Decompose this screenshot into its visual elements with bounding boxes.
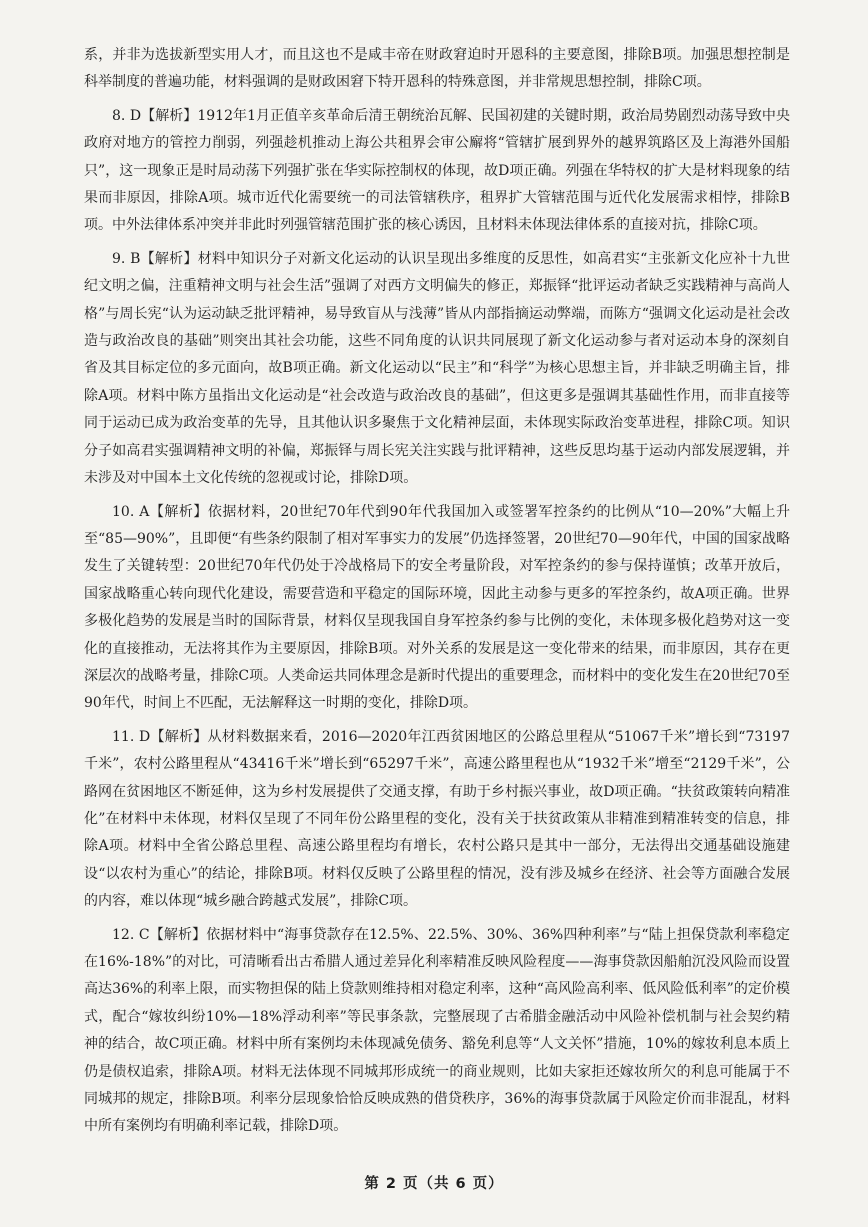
answer-9: 9. B【解析】材料中知识分子对新文化运动的认识呈现出多维度的反思性，如高君实“主张新文化应补十九世纪文明之偏，注重精神文明与社会生活”强调了对西方文明偏失的修正，郑振铎“批评运动者缺乏实践精神与高尚人格”与周长宪“认为运动缺乏批评精神，易导致盲从与浅薄”皆从内部指摘运动弊端，而陈方“强调文化运动是社会改造与政治改良的基础”则突出其社会功能，这些不同角度的认识共同展现了新文化运动参与者对运动本身的深刻自省及其目标定位的多元面向，故B项正确。新文化运动以“民主”和“科学”为核心思想主旨，并非缺乏明确主旨，排除A项。材料中陈方虽指出文化运动是“社会改造与政治改良的基础”，但这更多是强调其基础性作用，而非直接等同于运动已成为政治变革的先导，且其他认识多聚焦于文化精神层面，未体现实际政治变革进程，排除C项。知识分子如高君实强调精神文明的补偏，郑振铎与周长宪关注实践与批评精神，这些反思均基于运动内部发展逻辑，并未涉及对中国本土文化传统的忽视或讨论，排除D项。 bbox=[84, 250, 790, 487]
answer-11: 11. D【解析】从材料数据来看，2016—2020年江西贫困地区的公路总里程从“51067千米”增长到“73197千米”，农村公路里程从“43416千米”增长到“65297千米”，高速公路里程也从“1932千米”增至“2129千米”，公路网在贫困地区不断延伸，这为乡村发展提供了交通支撑，有助于乡村振兴事业，故D项正确。“扶贫政策转向精准化”在材料中未体现，材料仅呈现了不同年份公路里程的变化，没有关于扶贫政策从非精准到精准转变的信息，排除A项。材料中全省公路总里程、高速公路里程均有增长，农村公路只是其中一部分，无法得出交通基础设施建设“以农村为重心”的结论，排除B项。材料仅反映了公路里程的情况，没有涉及城乡在经济、社会等方面融合发展的内容，难以体现“城乡融合跨越式发展”，排除C项。 bbox=[84, 728, 790, 910]
answer-12: 12. C【解析】依据材料中“海事贷款存在12.5%、22.5%、30%、36%四种利率”与“陆上担保贷款利率稳定在16%-18%”的对比，可清晰看出古希腊人通过差异化利率精准反映风险程度——海事贷款因船舶沉没风险而设置高达36%的利率上限，而实物担保的陆上贷款则维持相对稳定利率，这种“高风险高利率、低风险低利率”的定价模式，配合“嫁妆纠纷10%—18%浮动利率”等民事条款，完整展现了古希腊金融活动中风险补偿机制与社会契约精神的结合，故C项正确。材料中所有案例均未体现减免债务、豁免利息等“人文关怀”措施，10%的嫁妆利息本质上仍是债权追索，排除A项。材料无法体现不同城邦形成统一的商业规则，比如夫家拒还嫁妆所欠的利息可能属于不同城邦的规定，排除B项。利率分层现象恰恰反映成熟的借贷秩序，36%的海事贷款属于风险定价而非混乱，材料中所有案例均有明确利率记载，排除D项。 bbox=[84, 926, 790, 1135]
answer-10: 10. A【解析】依据材料，20世纪70年代到90年代我国加入或签署军控条约的比例从“10—20%”大幅上升至“85—90%”，且即便“有些条约限制了相对军事实力的发展”仍选择签署，20世纪70—90年代，中国的国家战略发生了关键转型：20世纪70年代仍处于冷战格局下的安全考量阶段，对军控条约的参与保持谨慎；改革开放后，国家战略重心转向现代化建设，需要营造和平稳定的国际环境，因此主动参与更多的军控条约，故A项正确。世界多极化趋势的发展是当时的国际背景，材料仅呈现我国自身军控条约参与比例的变化，未体现多极化趋势对这一变化的直接推动，无法将其作为主要原因，排除B项。对外关系的发展是这一变化带来的结果，而非原因，其存在更深层次的战略考量，排除C项。人类命运共同体理念是新时代提出的重要理念，而材料中的变化发生在20世纪70至90年代，时间上不匹配，无法解释这一时期的变化，排除D项。 bbox=[84, 503, 790, 712]
paragraph-continued: 系，并非为选拔新型实用人才，而且这也不是咸丰帝在财政窘迫时开恩科的主要意图，排除B项。加强思想控制是科举制度的普遍功能，材料强调的是财政困窘下特开恩科的特殊意图，并非常规思想控制，排除C项。 bbox=[84, 47, 790, 91]
answer-8: 8. D【解析】1912年1月正值辛亥革命后清王朝统治瓦解、民国初建的关键时期，政治局势剧烈动荡导致中央政府对地方的管控力削弱，列强趁机推动上海公共租界会审公廨将“管辖扩展到界外的越界筑路区及上海港外国船只”，这一现象正是时局动荡下列强扩张在华实际控制权的体现，故D项正确。列强在华特权的扩大是材料现象的结果而非原因，排除A项。城市近代化需要统一的司法管辖秩序，租界扩大管辖范围与近代化发展需求相悖，排除B项。中外法律体系冲突并非此时列强管辖范围扩张的核心诱因，且材料未体现法律体系的直接对抗，排除C项。 bbox=[84, 107, 790, 234]
page-number: 第 2 页（共 6 页） bbox=[364, 1176, 504, 1192]
answer-page bbox=[84, 42, 790, 1147]
